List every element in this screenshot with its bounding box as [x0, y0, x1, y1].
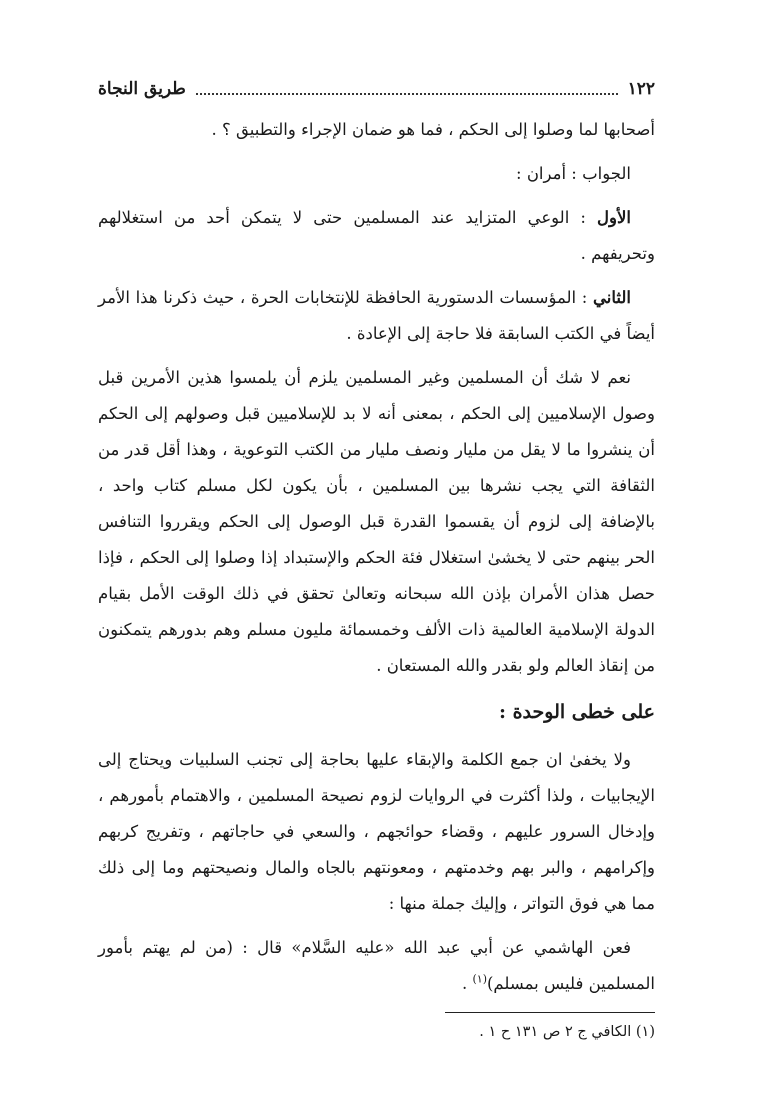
running-header: [98, 72, 655, 106]
footnote-reference: (١): [472, 972, 487, 986]
paragraph-continuation: أصحابها لما وصلوا إلى الحكم ، فما هو ضمان الإجراء والتطبيق ؟ .: [211, 120, 655, 139]
footnote-divider: [445, 1012, 655, 1013]
book-title: طريق النجاة: [98, 79, 186, 99]
lead-word-first: الأول: [597, 208, 631, 227]
dotted-leader: [196, 83, 618, 95]
paragraph-hadith: فعن الهاشمي عن أبي عبد الله «عليه السَّلام» قال : (من لم يهتم بأمور المسلمين فليس بمسلم)$^{(١)}$ .: [98, 938, 655, 993]
paragraph-unity: ولا يخفىٰ ان جمع الكلمة والإبقاء عليها بحاجة إلى تجنب السلبيات ويحتاج إلى الإيجابيات ، ولذا أكثرت في الروايات لزوم نصيحة المسلمين ، والاهتمام بأمورهم ، وإدخال السرور عليهم ، وقضاء حوائجهم ، والسعي في حاجاتهم ، وتفريج كربهم وإكرامهم ، والبر بهم وخدمتهم ، ومعونتهم بالجاه والمال ونصيحتهم وما إلى ذلك مما هي فوق التواتر ، وإليك جملة منها :: [98, 750, 655, 913]
lead-word-second: الثاني: [593, 288, 631, 307]
footnote: (١) الكافي ج ٢ ص ١٣١ ح ١ .: [479, 1024, 655, 1040]
paragraph-first-point: الأول : الوعي المتزايد عند المسلمين حتى لا يتمكن أحد من استغلالهم وتحريفهم .: [98, 208, 655, 263]
paragraph-second-point: الثاني : المؤسسات الدستورية الحافظة للإنتخابات الحرة ، حيث ذكرنا هذا الأمر أيضاً في الكتب السابقة فلا حاجة إلى الإعادة .: [98, 288, 655, 343]
section-heading: على خطى الوحدة :: [498, 701, 655, 723]
paragraph-explanation: نعم لا شك أن المسلمين وغير المسلمين يلزم أن يلمسوا هذين الأمرين قبل وصول الإسلاميين إلى الحكم ، بمعنى أنه لا بد للإسلاميين قبل وصولهم إلى الحكم أن ينشروا ما لا يقل من مليار ونصف مليار من الكتب التوعوية ، وهذا أقل قدر من الثقافة التي يجب نشرها بين المسلمين ، بأن يكون لكل مسلم كتاب واحد ، بالإضافة إلى لزوم أن يقسموا القدرة قبل الوصول إلى الحكم ويقرروا التنافس الحر بينهم حتى لا يخشىٰ استغلال فئة الحكم والإستبداد إذا وصلوا إلى الحكم ، فإذا حصل هذان الأمران بإذن الله سبحانه وتعالىٰ تحقق في ذلك الوقت الأمل بقيام الدولة الإسلامية العالمية ذات الألف وخمسمائة مليون مسلم وهم بدورهم يتمكنون من إنقاذ العالم ولو بقدر والله المستعان .: [98, 368, 655, 675]
page-number: ١٢٢: [627, 79, 655, 99]
main-text: [98, 112, 655, 1002]
paragraph-answer: الجواب : أمران :: [516, 164, 631, 183]
book-page: [98, 72, 655, 1062]
